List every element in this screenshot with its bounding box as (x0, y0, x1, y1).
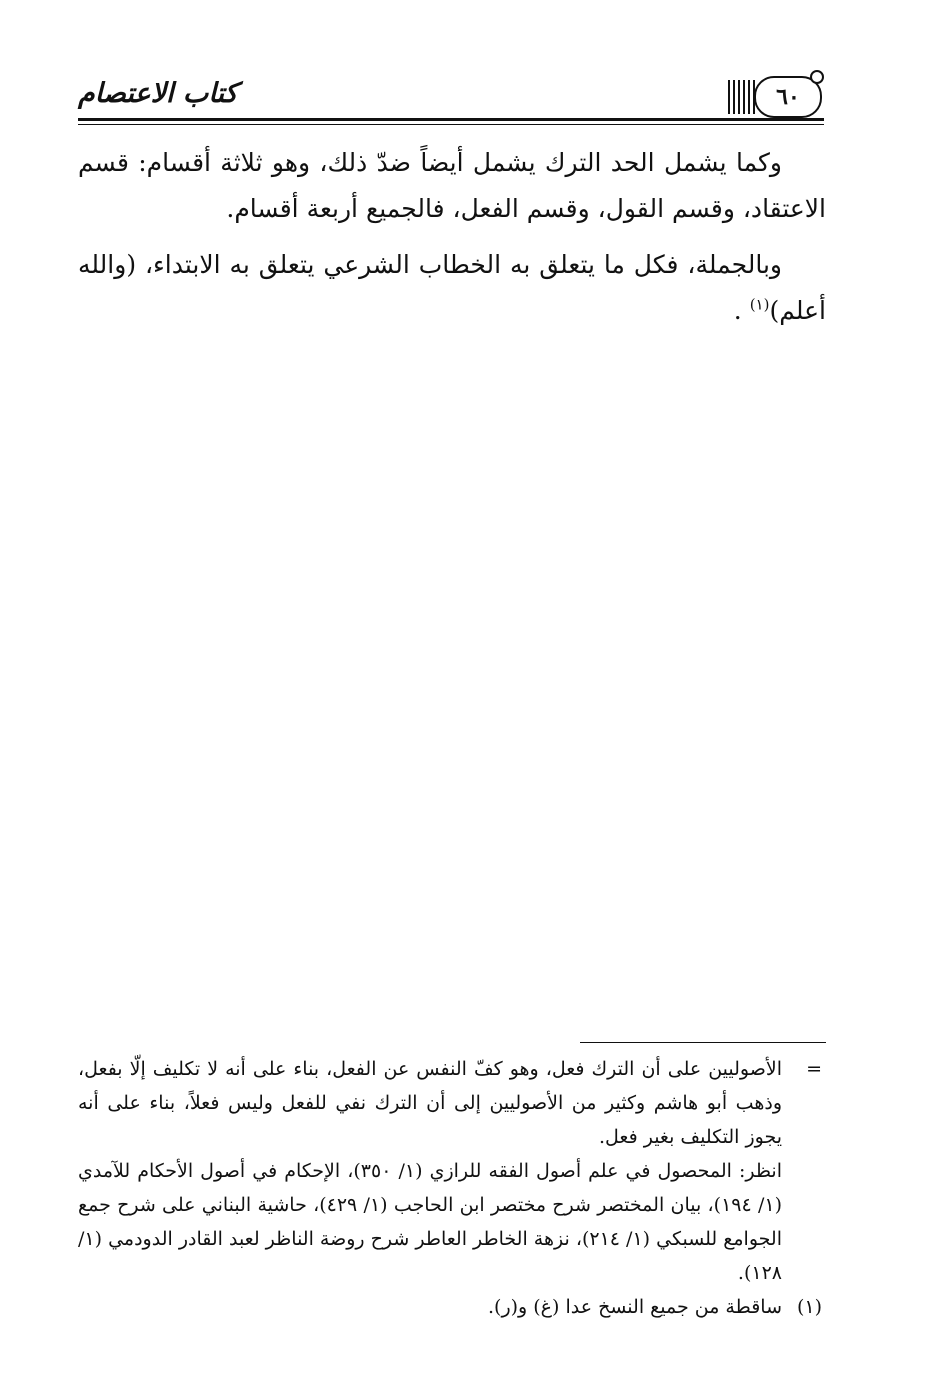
footnote-continuation-text: الأصوليين على أن الترك فعل، وهو كفّ النفس عن الفعل، بناء على أنه لا تكليف إلّا بفعل، وذهب أبو هاشم وكثير من الأصوليين إلى أن الترك نفي للفعل وليس فعلاً، بناء على أنه يجوز التكليف بغير فعل. (78, 1058, 782, 1148)
footnote-reference: (١) (749, 295, 770, 314)
continuation-marker: = (806, 1058, 822, 1080)
footnote-references: انظر: المحصول في علم أصول الفقه للرازي (١/ ٣٥٠)، الإحكام في أصول الأحكام للآمدي (١/ ١٩٤)، بيان المختصر شرح مختصر ابن الحاجب (١/ ٤٢٩)، حاشية البناني على شرح جمع الجوامع للسبكي (١/ ٢١٤)، نزهة الخاطر العاطر شرح روضة الناظر لعبد القادر الدودمي (١/ ١٢٨). (78, 1160, 782, 1284)
footnote-continuation (78, 1052, 826, 1290)
footnotes (78, 1052, 826, 1324)
page-number: ٦٠ (754, 76, 822, 118)
footnote-1 (78, 1290, 826, 1324)
header-rule-thin (78, 124, 824, 125)
book-title: كتاب الاعتصام (78, 78, 238, 109)
paragraph-1: وكما يشمل الحد الترك يشمل أيضاً ضدّ ذلك، وهو ثلاثة أقسام: قسم الاعتقاد، وقسم القول، وقسم الفعل، فالجميع أربعة أقسام. (78, 148, 826, 223)
paragraph-2-closing: . (733, 296, 742, 325)
page-number-ornament (728, 70, 824, 116)
running-header (78, 70, 824, 126)
paragraph-2-text: وبالجملة، فكل ما يتعلق به الخطاب الشرعي يتعلق به الابتداء، (والله أعلم) (78, 250, 826, 325)
footnote-separator (580, 1042, 826, 1043)
paragraph-2 (78, 242, 826, 334)
header-rule (78, 118, 824, 121)
footnote-1-marker: (١) (796, 1296, 822, 1318)
ornament-dot-icon (810, 70, 824, 84)
main-text (78, 140, 826, 344)
footnote-1-text: ساقطة من جميع النسخ عدا (غ) و(ر). (488, 1296, 782, 1318)
